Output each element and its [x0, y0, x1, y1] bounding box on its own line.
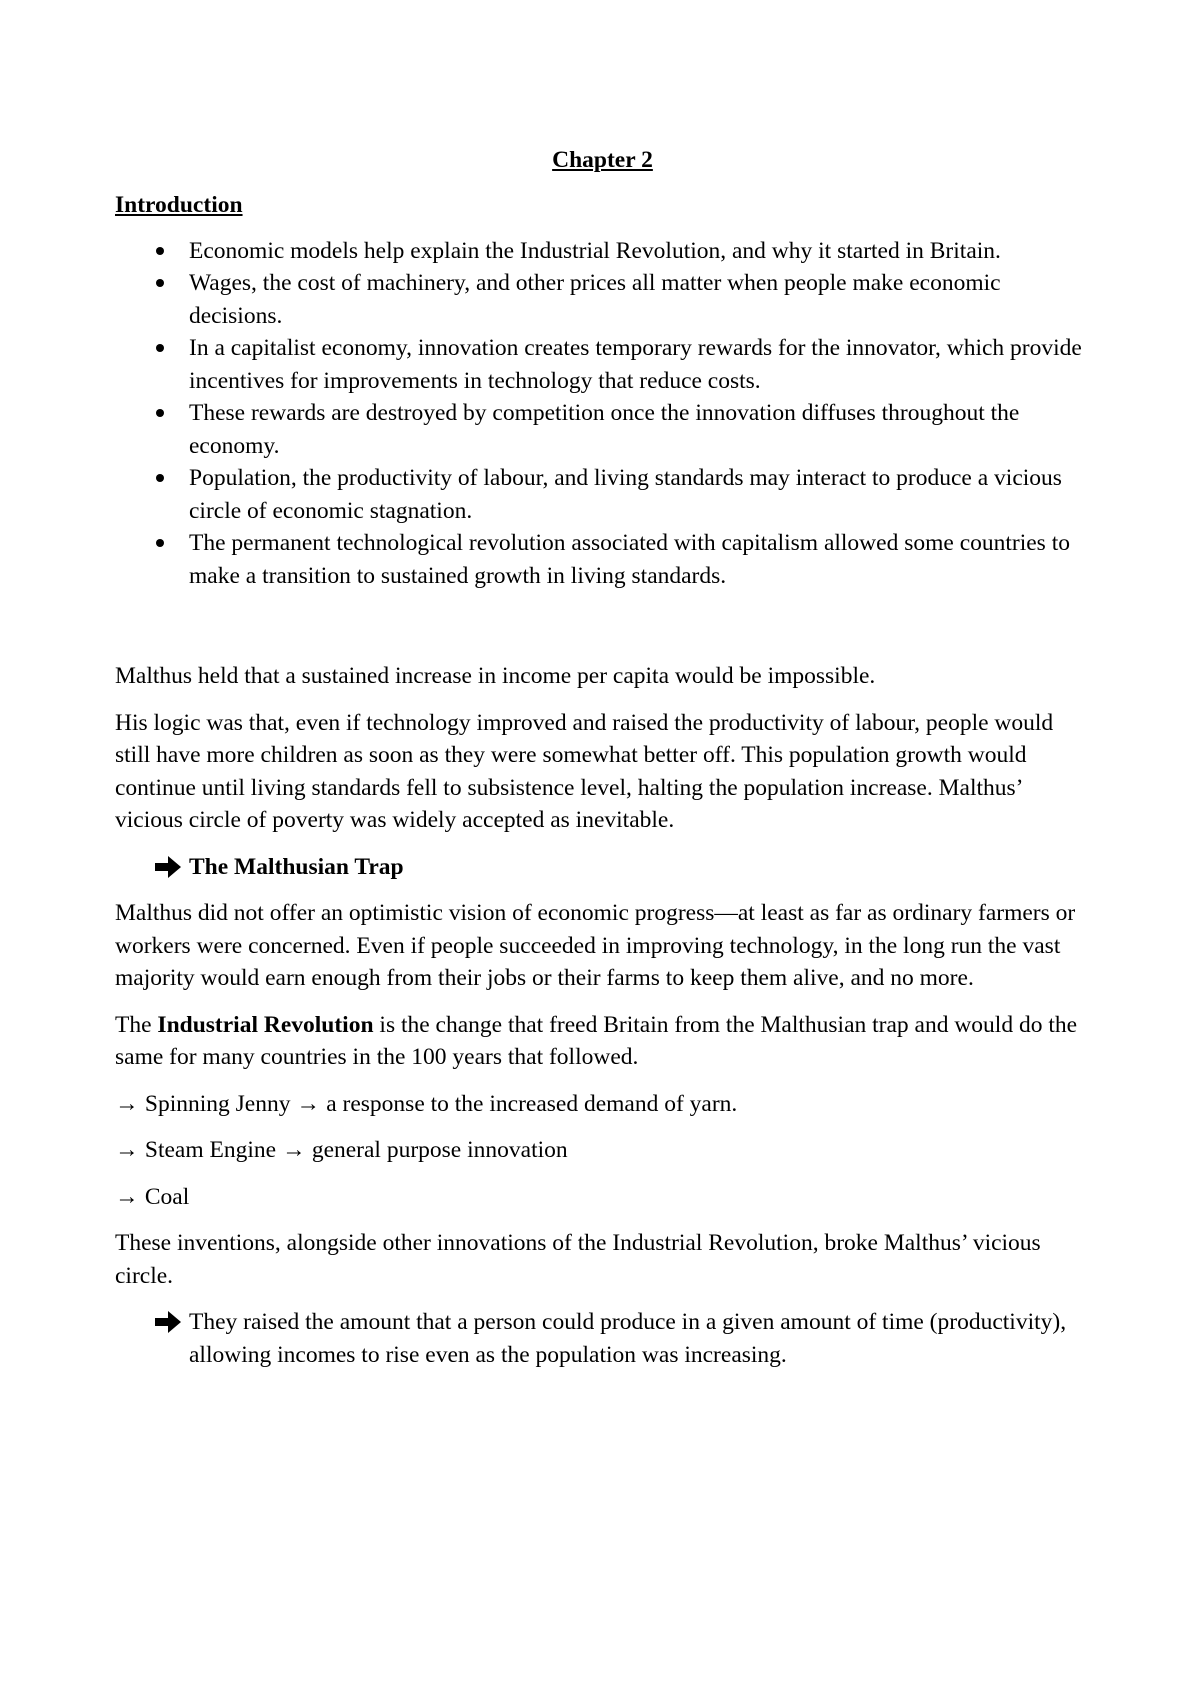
paragraph-text: is the change that freed Britain from the Malthusian trap and would do the same for many countries in the 100 years that followed. [115, 1011, 1078, 1070]
bullet-text: Economic models help explain the Industrial Revolution, and why it started in Britain. [189, 237, 1001, 264]
list-item [115, 332, 1090, 397]
bold-arrow-icon [153, 1306, 183, 1338]
list-item [115, 397, 1090, 462]
section-heading: Introduction [115, 192, 243, 218]
arrow-icon: → [296, 1090, 320, 1117]
arrow-item-spinning-jenny [115, 1088, 1090, 1121]
arrow-item-term: Coal [144, 1183, 190, 1210]
arrow-item-term: Steam Engine [144, 1137, 277, 1163]
arrow-item-steam-engine [115, 1134, 1090, 1167]
bullet-text: Population, the productivity of labour, and living standards may interact to produce a vicious circle of economic stagnation. [189, 465, 1062, 524]
arrow-icon: → [281, 1137, 306, 1163]
malthusian-trap-heading-block [115, 851, 1090, 884]
arrow-icon: → [115, 1183, 139, 1210]
list-item [115, 527, 1090, 592]
list-item [115, 235, 1090, 268]
final-arrow-text: They raised the amount that a person could produce in a given amount of time (productivity), allowing incomes to rise even as the population was increasing. [189, 1309, 1067, 1368]
paragraph-malthus-held: Malthus held that a sustained increase in income per capita would be impossible. [115, 663, 876, 689]
bullet-icon [156, 344, 164, 352]
bullet-text: In a capitalist economy, innovation creates temporary rewards for the innovator, which provide incentives for improvements in technology that reduce costs. [189, 335, 1082, 394]
bold-arrow-icon [153, 851, 183, 883]
bullet-text: The permanent technological revolution associated with capitalism allowed some countries to make a transition to sustained growth in living standards. [189, 530, 1070, 589]
paragraph-text: The [115, 1011, 158, 1038]
arrow-item-desc: a response to the increased demand of yarn. [326, 1090, 738, 1117]
bullet-icon [156, 409, 164, 417]
bullet-text: These rewards are destroyed by competition once the innovation diffuses throughout the economy. [189, 400, 1020, 459]
bullet-icon [156, 474, 164, 482]
list-item [115, 267, 1090, 332]
paragraph-his-logic: His logic was that, even if technology improved and raised the productivity of labour, people would still have more children as soon as they were somewhat better off. This population growth would continue until living standards fell to subsistence level, halting the population increase. Malthus’ vicious circle of poverty was widely accepted as inevitable. [115, 709, 1054, 833]
arrow-icon: → [115, 1137, 139, 1163]
arrow-icon: → [115, 1090, 139, 1117]
bullet-icon [156, 247, 164, 255]
paragraph-did-not-offer: Malthus did not offer an optimistic vision of economic progress—at least as far as ordinary farmers or workers were concerned. Even if people succeeded in improving technology, in the long run the vast majority would earn enough from their jobs or their farms to keep them alive, and no more. [115, 900, 1076, 991]
bullet-text: Wages, the cost of machinery, and other prices all matter when people make economic decisions. [189, 270, 1001, 329]
paragraph-industrial-revolution [115, 1009, 1090, 1074]
list-item [115, 462, 1090, 527]
spacer [115, 592, 1090, 660]
paragraph-inventions: These inventions, alongside other innovations of the Industrial Revolution, broke Malthus’ vicious circle. [115, 1230, 1041, 1289]
chapter-title: Chapter 2 [552, 147, 653, 173]
bullet-list [115, 235, 1090, 593]
bullet-icon [156, 279, 164, 287]
bullet-icon [156, 539, 164, 547]
arrow-item-desc: general purpose innovation [311, 1137, 568, 1163]
final-arrow-block [115, 1306, 1090, 1371]
arrow-item-coal [115, 1181, 1090, 1214]
industrial-revolution-term: Industrial Revolution [157, 1011, 374, 1038]
malthusian-trap-heading: The Malthusian Trap [189, 853, 404, 880]
arrow-item-term: Spinning Jenny [144, 1090, 291, 1117]
